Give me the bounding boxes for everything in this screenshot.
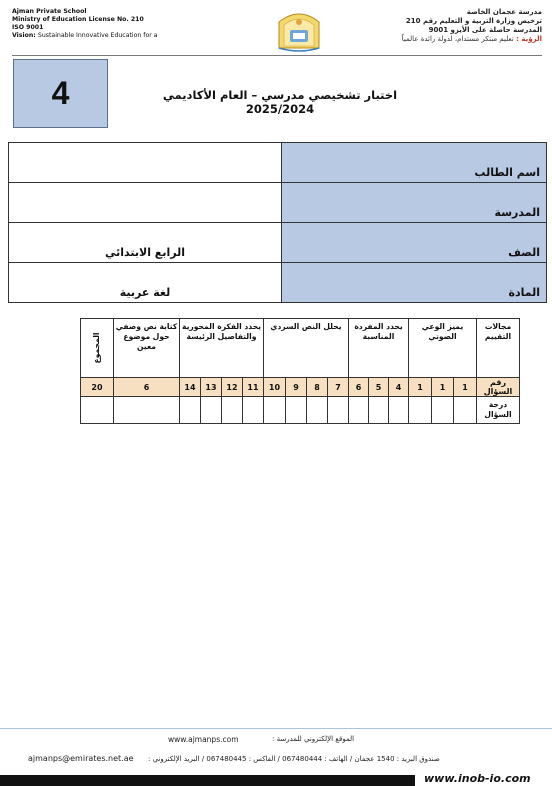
- footer-address: صندوق البريد : 1540 عجمان / الهاتف : 067480444 / الفاكس : 067480445 / البريد الإلكتروني :: [148, 755, 440, 763]
- header-arabic: [402, 8, 542, 44]
- iso-ar: المدرسة حاصلة على الأيزو 9001: [428, 26, 542, 34]
- question-number-cell: 1: [409, 378, 432, 397]
- score-cell[interactable]: [432, 397, 454, 424]
- grade-value: الرابع الابتدائي: [9, 223, 282, 263]
- footer-divider: [0, 728, 552, 729]
- question-number-cell: 6: [349, 378, 369, 397]
- test-title: اختبار تشخيصي مدرسي – العام الأكاديمي 2025/2024: [162, 88, 398, 116]
- question-number-cell: 6: [114, 378, 180, 397]
- info-row-student-name: [9, 143, 547, 183]
- question-number-label: رقم السؤال: [477, 378, 520, 397]
- student-name-value[interactable]: [9, 143, 282, 183]
- domain-descriptive-writing: كتابة نص وصفي حول موضوع معين: [114, 319, 180, 378]
- score-cell[interactable]: [264, 397, 286, 424]
- score-cell[interactable]: [180, 397, 201, 424]
- school-name-ar: مدرسة عجمان الخاصة: [466, 8, 542, 16]
- vision-ar: [402, 35, 542, 44]
- score-cell[interactable]: [286, 397, 307, 424]
- score-cell[interactable]: [114, 397, 180, 424]
- domain-header-row: [81, 319, 520, 378]
- school-value[interactable]: [9, 183, 282, 223]
- subject-label: المادة: [282, 263, 547, 303]
- question-number-cell: 1: [454, 378, 477, 397]
- score-cell[interactable]: [409, 397, 432, 424]
- vision-label-ar: الرؤية :: [516, 35, 542, 43]
- grade-label: الصف: [282, 223, 547, 263]
- school-name-en: Ajman Private School: [12, 8, 87, 15]
- subject-value: لغة عربية: [9, 263, 282, 303]
- question-number-cell: 14: [180, 378, 201, 397]
- domain-phonological-awareness: يميز الوعي الصوتي: [409, 319, 477, 378]
- question-number-cell: 9: [286, 378, 307, 397]
- score-cell[interactable]: [349, 397, 369, 424]
- footer-email-link[interactable]: ajmanps@emirates.net.ae: [28, 754, 134, 763]
- header-english: [12, 8, 158, 40]
- header-divider: [12, 55, 542, 56]
- score-cell[interactable]: [328, 397, 349, 424]
- question-number-row: [81, 378, 520, 397]
- question-number-cell: 12: [222, 378, 243, 397]
- question-number-cell: 7: [328, 378, 349, 397]
- vision-label-en: Vision:: [12, 32, 36, 39]
- score-cell[interactable]: [81, 397, 114, 424]
- question-number-cell: 13: [201, 378, 222, 397]
- info-row-grade: [9, 223, 547, 263]
- domain-main-idea: يحدد الفكرة المحورية والتفاصيل الرئيسة: [180, 319, 264, 378]
- question-number-cell: 5: [369, 378, 389, 397]
- question-number-cell: 8: [307, 378, 328, 397]
- question-number-cell: 10: [264, 378, 286, 397]
- school-logo: [276, 8, 322, 52]
- domains-label: مجالات التقييم: [477, 319, 520, 378]
- assessment-table: [80, 318, 520, 424]
- footer-site-label: الموقع الإلكتروني للمدرسة :: [272, 735, 355, 743]
- score-row: [81, 397, 520, 424]
- domain-vocabulary: يحدد المفردة المناسبة: [349, 319, 409, 378]
- score-cell[interactable]: [201, 397, 222, 424]
- domain-narrative-text: يحلل النص السردي: [264, 319, 349, 378]
- score-cell[interactable]: [243, 397, 264, 424]
- info-row-school: [9, 183, 547, 223]
- license-en: Ministry of Education License No. 210: [12, 16, 144, 23]
- vision-en: [12, 32, 158, 40]
- question-number-cell: 20: [81, 378, 114, 397]
- score-cell[interactable]: [222, 397, 243, 424]
- question-number-cell: 4: [389, 378, 409, 397]
- question-number-cell: 11: [243, 378, 264, 397]
- footer-brand-link[interactable]: www.inob-io.com: [424, 772, 531, 785]
- school-label: المدرسة: [282, 183, 547, 223]
- score-label: درجة السؤال: [477, 397, 520, 424]
- score-cell[interactable]: [454, 397, 477, 424]
- student-info-table: [8, 142, 547, 303]
- score-cell[interactable]: [307, 397, 328, 424]
- info-row-subject: [9, 263, 547, 303]
- footer-bar: [0, 775, 415, 786]
- score-cell[interactable]: [369, 397, 389, 424]
- student-name-label: اسم الطالب: [282, 143, 547, 183]
- vision-text-ar: تعليم مبتكر مستدام، لدولة رائدة عالمياً: [401, 35, 514, 43]
- license-ar: ترخيص وزارة التربية و التعليم رقم 210: [405, 17, 542, 25]
- vision-text-en: Sustainable Innovative Education for a: [37, 32, 158, 39]
- grade-number-box: 4: [13, 59, 108, 128]
- iso-en: ISO 9001: [12, 24, 44, 31]
- score-cell[interactable]: [389, 397, 409, 424]
- question-number-cell: 1: [432, 378, 454, 397]
- footer-site-link[interactable]: www.ajmanps.com: [168, 735, 239, 744]
- total-header: المجموع: [81, 319, 114, 378]
